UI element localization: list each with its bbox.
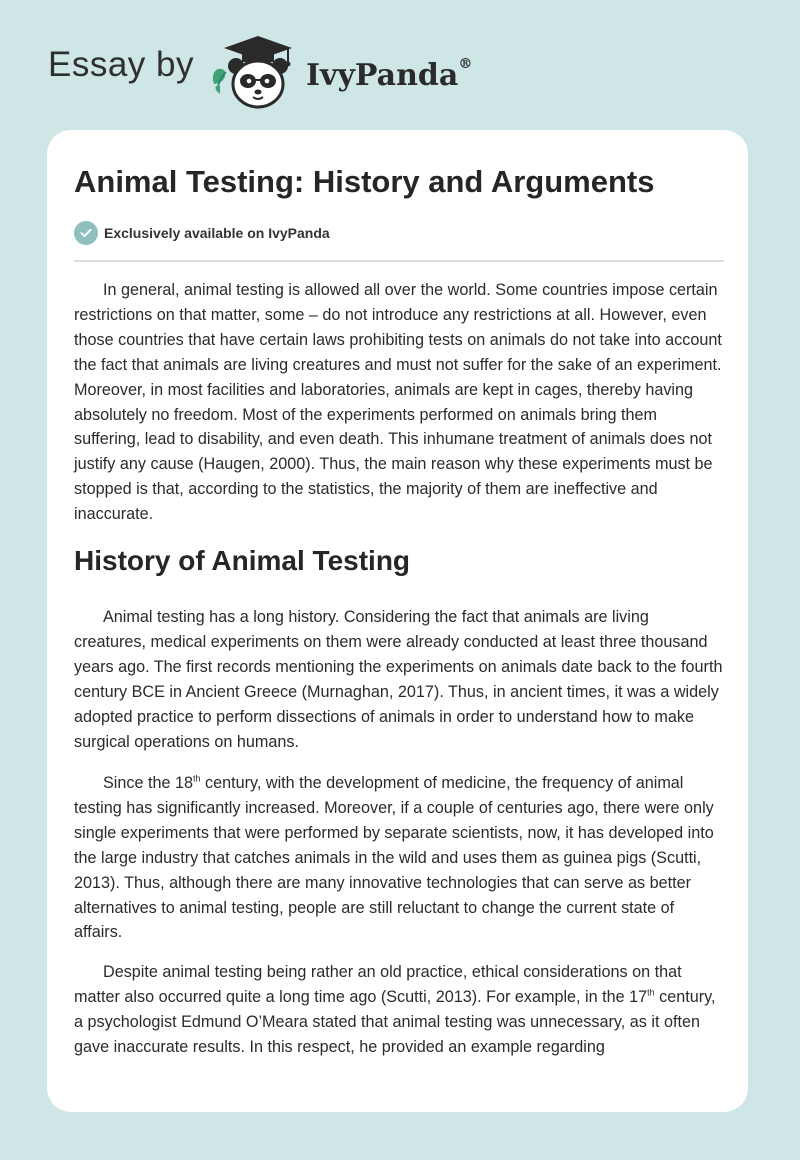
check-circle-icon bbox=[74, 221, 98, 245]
superscript: th bbox=[647, 987, 655, 998]
site-header bbox=[48, 30, 548, 114]
history-paragraph-1: Animal testing has a long history. Considering the fact that animals are living creatures, medical experiments on them were already conducted at least three thousand years ago. The first records mentioning the experiments on animals date back to the fourth century BCE in Ancient Greece (Murnaghan, 2017). Thus, in ancient times, it was a widely adopted practice to perform dissections of animals in order to understand how to make surgical operations on humans. bbox=[74, 608, 723, 751]
exclusive-label: Exclusively available on IvyPanda bbox=[104, 225, 330, 241]
divider bbox=[74, 260, 724, 262]
superscript: th bbox=[193, 773, 201, 784]
essay-card bbox=[47, 130, 748, 1112]
history-paragraph-3: Despite animal testing being rather an old practice, ethical considerations on that matter also occurred quite a long time ago (Scutti, 2013). For example, in the 17th century, a psychologist Edmund O’Meara stated that animal testing was unnecessary, as it often gave inaccurate results. In this respect, he provided an example regarding bbox=[74, 963, 716, 1056]
registered-mark: ® bbox=[458, 55, 473, 72]
exclusive-badge bbox=[74, 221, 330, 245]
page-title: Animal Testing: History and Arguments bbox=[74, 164, 655, 199]
brand-name[interactable]: IvyPanda® bbox=[306, 55, 473, 93]
history-paragraph-2: Since the 18th century, with the development of medicine, the frequency of animal testing has significantly increased. Moreover, if a couple of centuries ago, there were only single experiments that were performed by separate scientists, now, it has developed into the large industry that catches animals in the wild and uses them as guinea pigs (Scutti, 2013). Thus, although there are many innovative technologies that can serve as better alternatives to animal testing, people are still reluctant to change the current state of affairs. bbox=[74, 773, 714, 942]
essay-by-label: Essay by bbox=[48, 45, 194, 84]
section-heading: History of Animal Testing bbox=[74, 545, 411, 576]
intro-paragraph: In general, animal testing is allowed all over the world. Some countries impose certain restrictions on that matter, some – do not introduce any restrictions at all. However, even those countries that have certain laws prohibiting tests on animals do not take into account the fact that animals are living creatures and must not suffer for the sake of an experiment. Moreover, in most facilities and laboratories, animals are kept in cages, thereby having absolutely no freedom. Most of the experiments performed on animals bring them suffering, lead to disability, and even death. This inhumane treatment of animals does not justify any cause (Haugen, 2000). Thus, the main reason why these experiments must be stopped is that, according to the statistics, the majority of them are ineffective and inaccurate. bbox=[74, 281, 722, 524]
panda-graduation-icon bbox=[208, 32, 300, 112]
